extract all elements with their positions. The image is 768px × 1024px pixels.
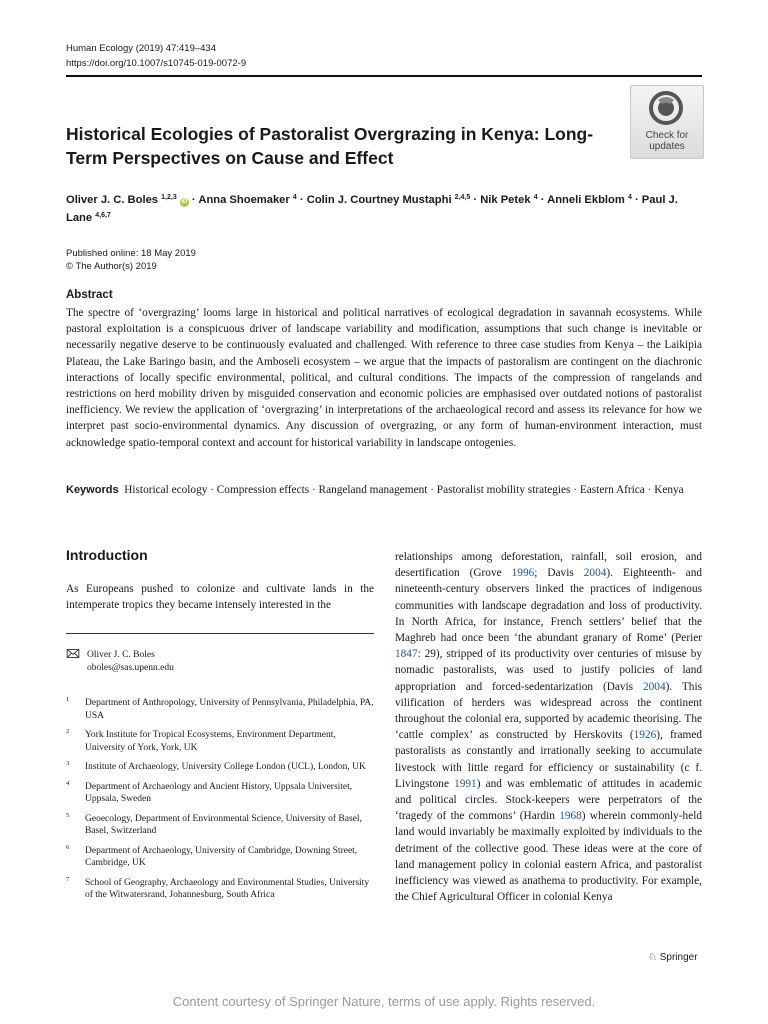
affiliation-number: 2	[66, 728, 70, 735]
badge-line-1: Check for	[645, 130, 689, 141]
article-title: Historical Ecologies of Pastoralist Overgrazing in Kenya: Long-Term Perspectives on Cause and Effect	[66, 124, 594, 168]
text-run: ), framed pastoralists as constantly and irrationally seeking to accumulate livestock with little regard for efficiency or sustainability (c f. Livingstone	[395, 729, 702, 790]
affiliation-text: School of Geography, Archaeology and Environmental Studies, University of the Witwatersrand, Johannesburg, South Africa	[85, 877, 370, 900]
citation-link[interactable]: 1996	[511, 567, 535, 580]
journal-citation: Human Ecology (2019) 47:419–434	[66, 43, 216, 54]
author-affiliation-marks: 4	[533, 194, 538, 201]
header-rule	[66, 75, 702, 77]
affiliation-text: Department of Archaeology, University of Cambridge, Downing Street, Cambridge, UK	[85, 845, 358, 868]
springer-horse-icon: ♘	[648, 952, 660, 963]
affiliation-text: York Institute for Tropical Ecosystems, Environment Department, University of York, York, UK	[85, 730, 336, 753]
affiliation-text: Institute of Archaeology, University College London (UCL), London, UK	[85, 762, 366, 772]
check-for-updates-badge[interactable]	[630, 85, 704, 159]
text-run: ) and was emblematic of attitudes in academic and political circles. Stock-keepers were perpetrators of the ‘tragedy of the commons’ (Hardin	[395, 777, 702, 823]
author-separator: ·	[470, 194, 481, 206]
journal-header	[66, 41, 246, 71]
published-date: Published online: 18 May 2019	[66, 248, 196, 259]
author-affiliation-marks: 1,2,3	[161, 194, 177, 201]
introduction-text: As Europeans pushed to colonize and cultivate lands in the intemperate tropics they became intensely interested in the	[66, 583, 374, 612]
text-run: ; Davis	[534, 567, 584, 580]
author-name[interactable]: Nik Petek	[480, 194, 534, 206]
copyright-line	[66, 260, 196, 273]
crossmark-icon	[649, 91, 683, 125]
author-affiliation-marks: 4	[627, 194, 632, 201]
badge-line-2: updates	[649, 141, 685, 152]
affiliations-list	[66, 697, 374, 909]
footnote-rule	[66, 633, 374, 634]
text-run: : 29), stripped of its productivity over centuries of misuse by nomadic pastoralists, was used to justify policies of land appropriation and forced-sedentarization (Davis	[395, 648, 702, 693]
author-name[interactable]: Paul J. Lane	[66, 194, 678, 224]
affiliation-item	[66, 761, 374, 774]
courtesy-notice: Content courtesy of Springer Nature, terms of use apply. Rights reserved.	[172, 994, 596, 1009]
affiliation-item	[66, 877, 374, 902]
author-name[interactable]: Anneli Ekblom	[547, 194, 628, 206]
keywords-label: Keywords	[66, 484, 119, 496]
affiliation-text: Geoecology, Department of Environmental Science, University of Basel, Basel, Switzerland	[85, 813, 362, 836]
text-run: ). Eighteenth- and nineteenth-century observers linked the practices of indigenous communities with landscape degradation and loss of productivity. In North Africa, for instance, French settlers’ belief that the Maghreb had once been ‘the abundant granary of Rome’ (Perier	[395, 567, 702, 645]
author-separator: ·	[631, 194, 642, 206]
copyright-text: The Author(s) 2019	[75, 261, 157, 272]
author-affiliation-marks: 2,4,5	[454, 194, 471, 201]
author-affiliation-marks: 4	[292, 194, 297, 201]
affiliation-number: 1	[66, 696, 70, 703]
affiliation-text: Department of Archaeology and Ancient History, Uppsala Universitet, Uppsala, Sweden	[85, 781, 353, 804]
affiliation-item	[66, 845, 374, 870]
author-name[interactable]: Anna Shoemaker	[198, 194, 293, 206]
author-name[interactable]: Oliver J. C. Boles	[66, 194, 162, 206]
copyright-icon: ©	[66, 261, 76, 272]
affiliation-text: Department of Anthropology, University of Pennsylvania, Philadelphia, PA, USA	[85, 698, 374, 721]
citation-link[interactable]: 1968	[559, 810, 582, 823]
affiliation-number: 6	[66, 843, 70, 851]
text-run: relationships among deforestation, rainfall, soil erosion, and desertification (Grove	[395, 551, 702, 580]
correspondence	[66, 649, 374, 675]
keywords-text: Historical ecology · Compression effects · Rangeland management · Pastoralist mobility strategies · Eastern Africa · Kenya	[124, 484, 684, 496]
introduction-heading: Introduction	[66, 547, 148, 563]
publisher-logo	[648, 952, 698, 963]
publisher-name: Springer	[659, 952, 698, 963]
affiliation-item	[66, 697, 374, 722]
citation-link[interactable]: 1847	[395, 648, 418, 661]
author-list	[66, 190, 702, 226]
doi-link[interactable]: https://doi.org/10.1007/s10745-019-0072-9	[66, 58, 247, 69]
author-separator: ·	[537, 194, 548, 206]
citation-link[interactable]: 1991	[454, 777, 477, 790]
correspondence-email[interactable]: oboles@sas.upenn.edu	[87, 663, 174, 673]
affiliation-item	[66, 781, 374, 806]
correspondence-name: Oliver J. C. Boles	[87, 650, 155, 660]
affiliation-number: 4	[66, 779, 70, 787]
abstract-heading: Abstract	[66, 289, 113, 301]
author-separator: ·	[296, 194, 307, 206]
affiliation-number: 5	[66, 811, 70, 819]
citation-link[interactable]: 2004	[643, 680, 666, 693]
affiliation-item	[66, 729, 374, 754]
orcid-icon[interactable]: iD	[181, 199, 188, 205]
author-affiliation-marks: 4,6,7	[95, 212, 111, 219]
affiliation-item	[66, 813, 374, 838]
author-name[interactable]: Colin J. Courtney Mustaphi	[306, 194, 455, 206]
keywords	[66, 483, 702, 499]
publication-info	[66, 247, 196, 273]
citation-link[interactable]: 2004	[583, 567, 607, 580]
affiliation-number: 3	[66, 760, 70, 767]
envelope-icon	[66, 649, 80, 658]
body-text-column-2	[395, 549, 702, 905]
author-separator: ·	[188, 194, 199, 206]
text-run: ). This vilification of herders was widespread across the continent throughout the colonial era, supported by academic theorising. The ‘cattle complex’ as constructed by Herskovits (	[395, 680, 702, 742]
text-run: ) wherein commonly-held land would invariably be maximally exploited by individuals to the detriment of the collective good. These ideas were at the core of land management policy in colonial eastern Africa, and pastoralist inefficiency was viewed as anathema to productivity. For example, the Chief Agricultural Officer in colonial Kenya	[395, 810, 702, 904]
abstract-text: The spectre of ‘overgrazing’ looms large in historical and political narratives of ecological degradation in savannah ecosystems. While pastoral exploitation is a conspicuous driver of landscape variability and modification, assumptions that such change is inevitable or necessarily negative deserve to be continuously evaluated and challenged. With reference to three case studies from Kenya – the Laikipia Plateau, the Lake Baringo basin, and the Amboseli ecosystem – we argue that the impacts of pastoralism are contingent on the diachronic interactions of locally specific environmental, political, and cultural conditions. The impacts of the compression of rangelands and restrictions on herd mobility driven by misguided conservation and economic policies are emphasised over outdated notions of pastoralist inefficiency. We review the application of ‘overgrazing’ in interpretations of the archaeological record and assess its relevance for how we interpret past socio-environmental dynamics. Any discussion of overgrazing, or any form of human-environment interaction, must acknowledge spatio-temporal context and account for historical variability in landscape ontogenies.	[66, 307, 702, 449]
affiliation-number: 7	[66, 875, 70, 883]
citation-link[interactable]: 1926	[633, 729, 657, 742]
